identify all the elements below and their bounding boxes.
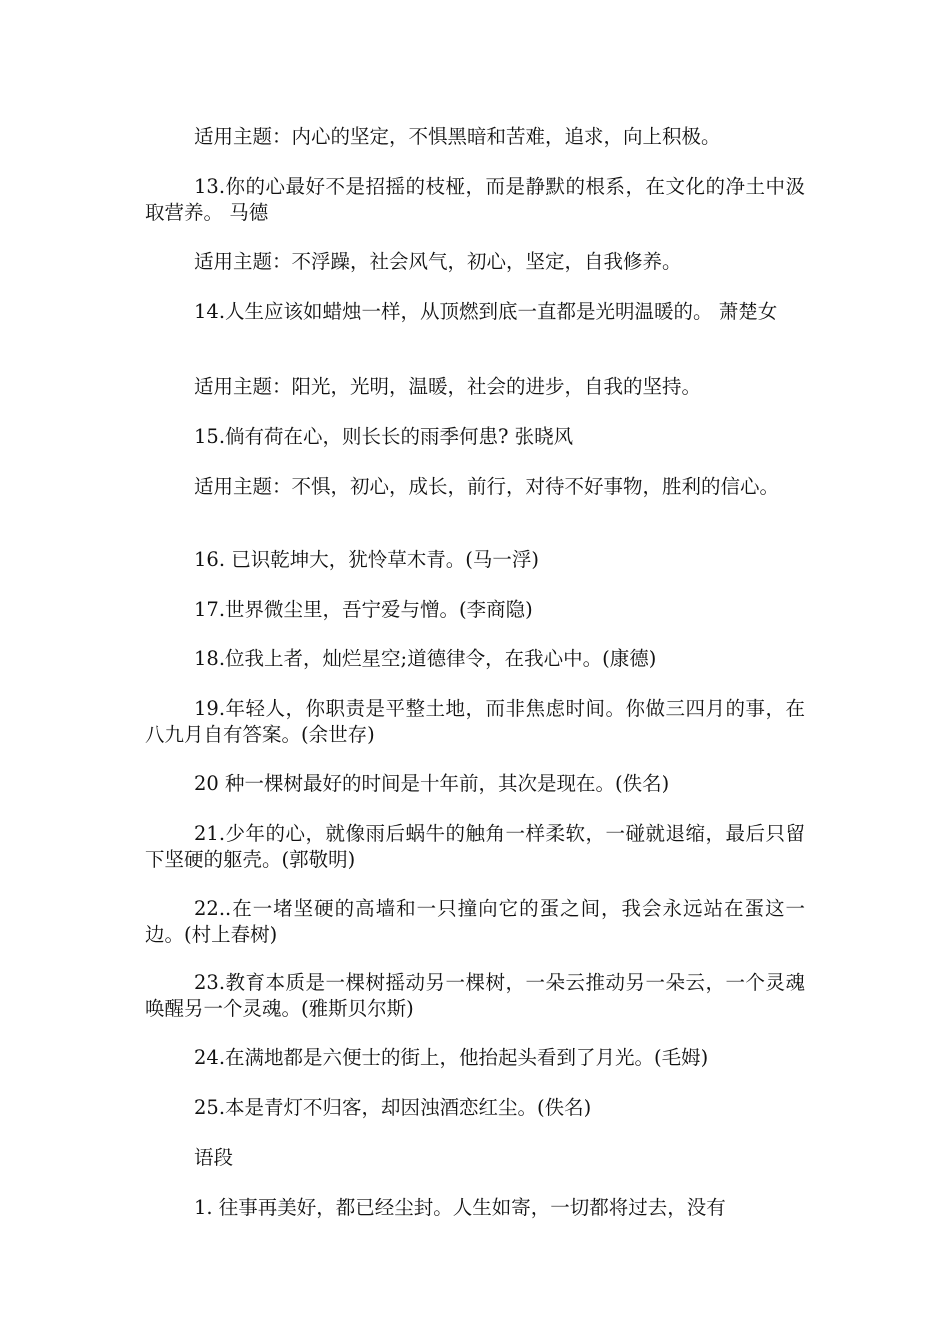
theme-paragraph: 适用主题：不惧，初心，成长，前行，对待不好事物，胜利的信心。 [194, 475, 780, 498]
passage-paragraph: 1. 往事再美好，都已经尘封。人生如寄，一切都将过去，没有 [194, 1196, 726, 1219]
quote-paragraph: 21.少年的心，就像雨后蜗牛的触角一样柔软，一碰就退缩，最后只留下坚硬的躯壳。(郭敬明) [145, 822, 805, 871]
quote-paragraph: 14.人生应该如蜡烛一样，从顶燃到底一直都是光明温暖的。 萧楚女 [194, 300, 778, 323]
quote-paragraph: 23.教育本质是一棵树摇动另一棵树，一朵云推动另一朵云，一个灵魂唤醒另一个灵魂。(雅斯贝尔斯) [145, 971, 805, 1020]
quote-paragraph: 19.年轻人，你职责是平整土地，而非焦虑时间。你做三四月的事，在八九月自有答案。(余世存) [145, 697, 805, 746]
theme-paragraph: 适用主题：内心的坚定，不惧黑暗和苦难，追求，向上积极。 [194, 125, 721, 148]
quote-paragraph: 15.倘有荷在心，则长长的雨季何患? 张晓风 [194, 425, 574, 448]
quote-paragraph: 20 种一棵树最好的时间是十年前，其次是现在。(佚名) [194, 772, 670, 795]
quote-paragraph: 24.在满地都是六便士的街上，他抬起头看到了月光。(毛姆) [194, 1046, 709, 1069]
quote-paragraph: 25.本是青灯不归客，却因浊酒恋红尘。(佚名) [194, 1096, 592, 1119]
quote-paragraph: 18.位我上者，灿烂星空;道德律令，在我心中。(康德) [194, 647, 657, 670]
theme-paragraph: 适用主题：不浮躁，社会风气，初心，坚定，自我修养。 [194, 250, 682, 273]
theme-paragraph: 适用主题：阳光，光明，温暖，社会的进步，自我的坚持。 [194, 375, 702, 398]
quote-paragraph: 22..在一堵坚硬的高墙和一只撞向它的蛋之间，我会永远站在蛋这一边。(村上春树) [145, 897, 805, 946]
quote-paragraph: 16. 已识乾坤大，犹怜草木青。(马一浮) [194, 548, 539, 571]
quote-paragraph: 17.世界微尘里，吾宁爱与憎。(李商隐) [194, 598, 533, 621]
quote-paragraph: 13.你的心最好不是招摇的枝桠，而是静默的根系，在文化的净土中汲取营养。 马德 [145, 175, 805, 224]
section-heading: 语段 [194, 1146, 234, 1169]
